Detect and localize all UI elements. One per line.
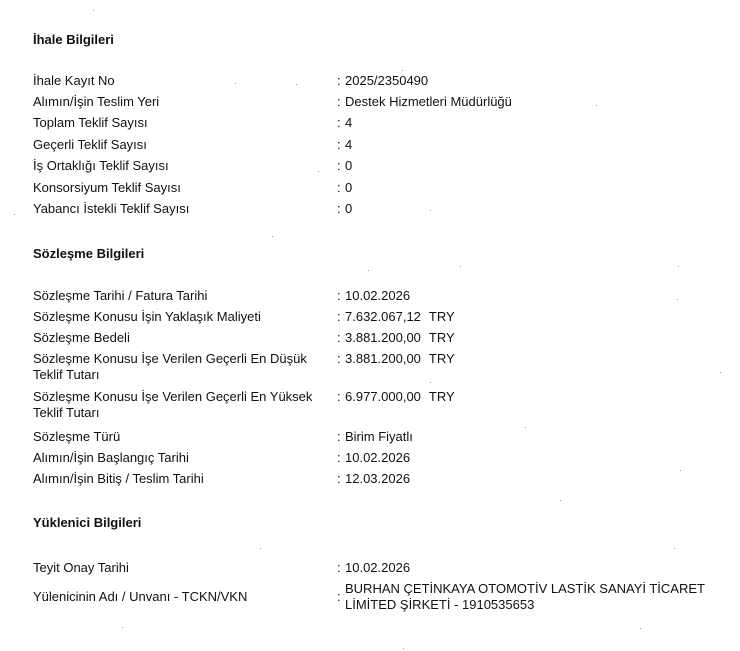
label-teslim-yeri: Alımın/İşin Teslim Yeri <box>33 94 160 109</box>
scan-speck <box>260 548 261 549</box>
value-baslangic-tarihi: : 10.02.2026 <box>337 450 411 465</box>
scan-speck <box>368 270 369 271</box>
section-title-yuklenici: Yüklenici Bilgileri <box>33 515 142 530</box>
currency-en-dusuk-teklif: TRY <box>428 351 455 366</box>
label-yaklasik-maliyet: Sözleşme Konusu İşin Yaklaşık Maliyeti <box>33 309 261 324</box>
scan-speck <box>403 648 404 649</box>
value-en-dusuk-teklif: : 3.881.200,00 TRY <box>337 351 455 366</box>
label-sozlesme-bedeli: Sözleşme Bedeli <box>33 330 130 345</box>
scan-speck <box>93 10 94 11</box>
value-teslim-yeri: : Destek Hizmetleri Müdürlüğü <box>337 94 512 109</box>
label-sozlesme-turu: Sözleşme Türü <box>33 429 121 444</box>
currency-en-yuksek-teklif: TRY <box>428 389 455 404</box>
currency-sozlesme-bedeli: TRY <box>428 330 455 345</box>
label-yabanci-istekli: Yabancı İstekli Teklif Sayısı <box>33 201 190 216</box>
scan-speck <box>296 84 297 85</box>
value-sozlesme-tarihi: : 10.02.2026 <box>337 288 411 303</box>
label-toplam-teklif: Toplam Teklif Sayısı <box>33 115 148 130</box>
label-konsorsiyum: Konsorsiyum Teklif Sayısı <box>33 180 181 195</box>
label-baslangic-tarihi: Alımın/İşin Başlangıç Tarihi <box>33 450 189 465</box>
scan-speck <box>680 470 681 471</box>
label-gecerli-teklif: Geçerli Teklif Sayısı <box>33 137 147 152</box>
scan-speck <box>674 548 675 549</box>
label-en-dusuk-teklif: Sözleşme Konusu İşe Verilen Geçerli En Düşük Teklif Tutarı <box>33 351 307 382</box>
scan-speck <box>678 266 679 267</box>
value-ihale-kayit-no: : 2025/2350490 <box>337 73 429 88</box>
value-bitis-tarihi: : 12.03.2026 <box>337 471 411 486</box>
scan-speck <box>640 628 641 629</box>
label-bitis-tarihi: Alımın/İşin Bitiş / Teslim Tarihi <box>33 471 204 486</box>
value-is-ortakligi: : 0 <box>337 158 353 173</box>
currency-yaklasik-maliyet: TRY <box>428 309 455 324</box>
label-ihale-kayit-no: İhale Kayıt No <box>33 73 115 88</box>
scan-speck <box>720 372 721 373</box>
label-is-ortakligi: İş Ortaklığı Teklif Sayısı <box>33 158 169 173</box>
label-teyit-onay: Teyit Onay Tarihi <box>33 560 129 575</box>
scan-speck <box>430 382 431 383</box>
value-konsorsiyum: : 0 <box>337 180 353 195</box>
value-yabanci-istekli: : 0 <box>337 201 353 216</box>
scan-speck <box>677 299 678 300</box>
scan-speck <box>596 105 597 106</box>
label-en-yuksek-teklif: Sözleşme Konusu İşe Verilen Geçerli En Yüksek Teklif Tutarı <box>33 389 313 420</box>
scan-speck <box>14 214 15 215</box>
value-en-yuksek-teklif: : 6.977.000,00 TRY <box>337 389 455 404</box>
value-teyit-onay: : 10.02.2026 <box>337 560 411 575</box>
scan-speck <box>272 236 273 237</box>
scan-speck <box>122 627 123 628</box>
value-yuklenici-adi: : BURHAN ÇETİNKAYA OTOMOTİV LASTİK SANAYİ TİCARET LİMİTED ŞİRKETİ - 1910535653 <box>337 581 705 612</box>
value-gecerli-teklif: : 4 <box>337 137 353 152</box>
scan-speck <box>460 266 461 267</box>
value-toplam-teklif: : 4 <box>337 115 353 130</box>
scan-speck <box>430 210 431 211</box>
scan-speck <box>318 171 319 172</box>
scan-speck <box>235 83 236 84</box>
section-title-sozlesme: Sözleşme Bilgileri <box>33 246 145 261</box>
section-title-ihale: İhale Bilgileri <box>33 32 114 47</box>
scan-speck <box>525 427 526 428</box>
value-sozlesme-turu: : Birim Fiyatlı <box>337 429 413 444</box>
label-yuklenici-adi: Yülenicinin Adı / Unvanı - TCKN/VKN <box>33 589 248 604</box>
scan-speck <box>402 70 403 71</box>
value-sozlesme-bedeli: : 3.881.200,00 TRY <box>337 330 455 345</box>
value-yaklasik-maliyet: : 7.632.067,12 TRY <box>337 309 455 324</box>
label-sozlesme-tarihi: Sözleşme Tarihi / Fatura Tarihi <box>33 288 208 303</box>
scan-speck <box>560 500 561 501</box>
